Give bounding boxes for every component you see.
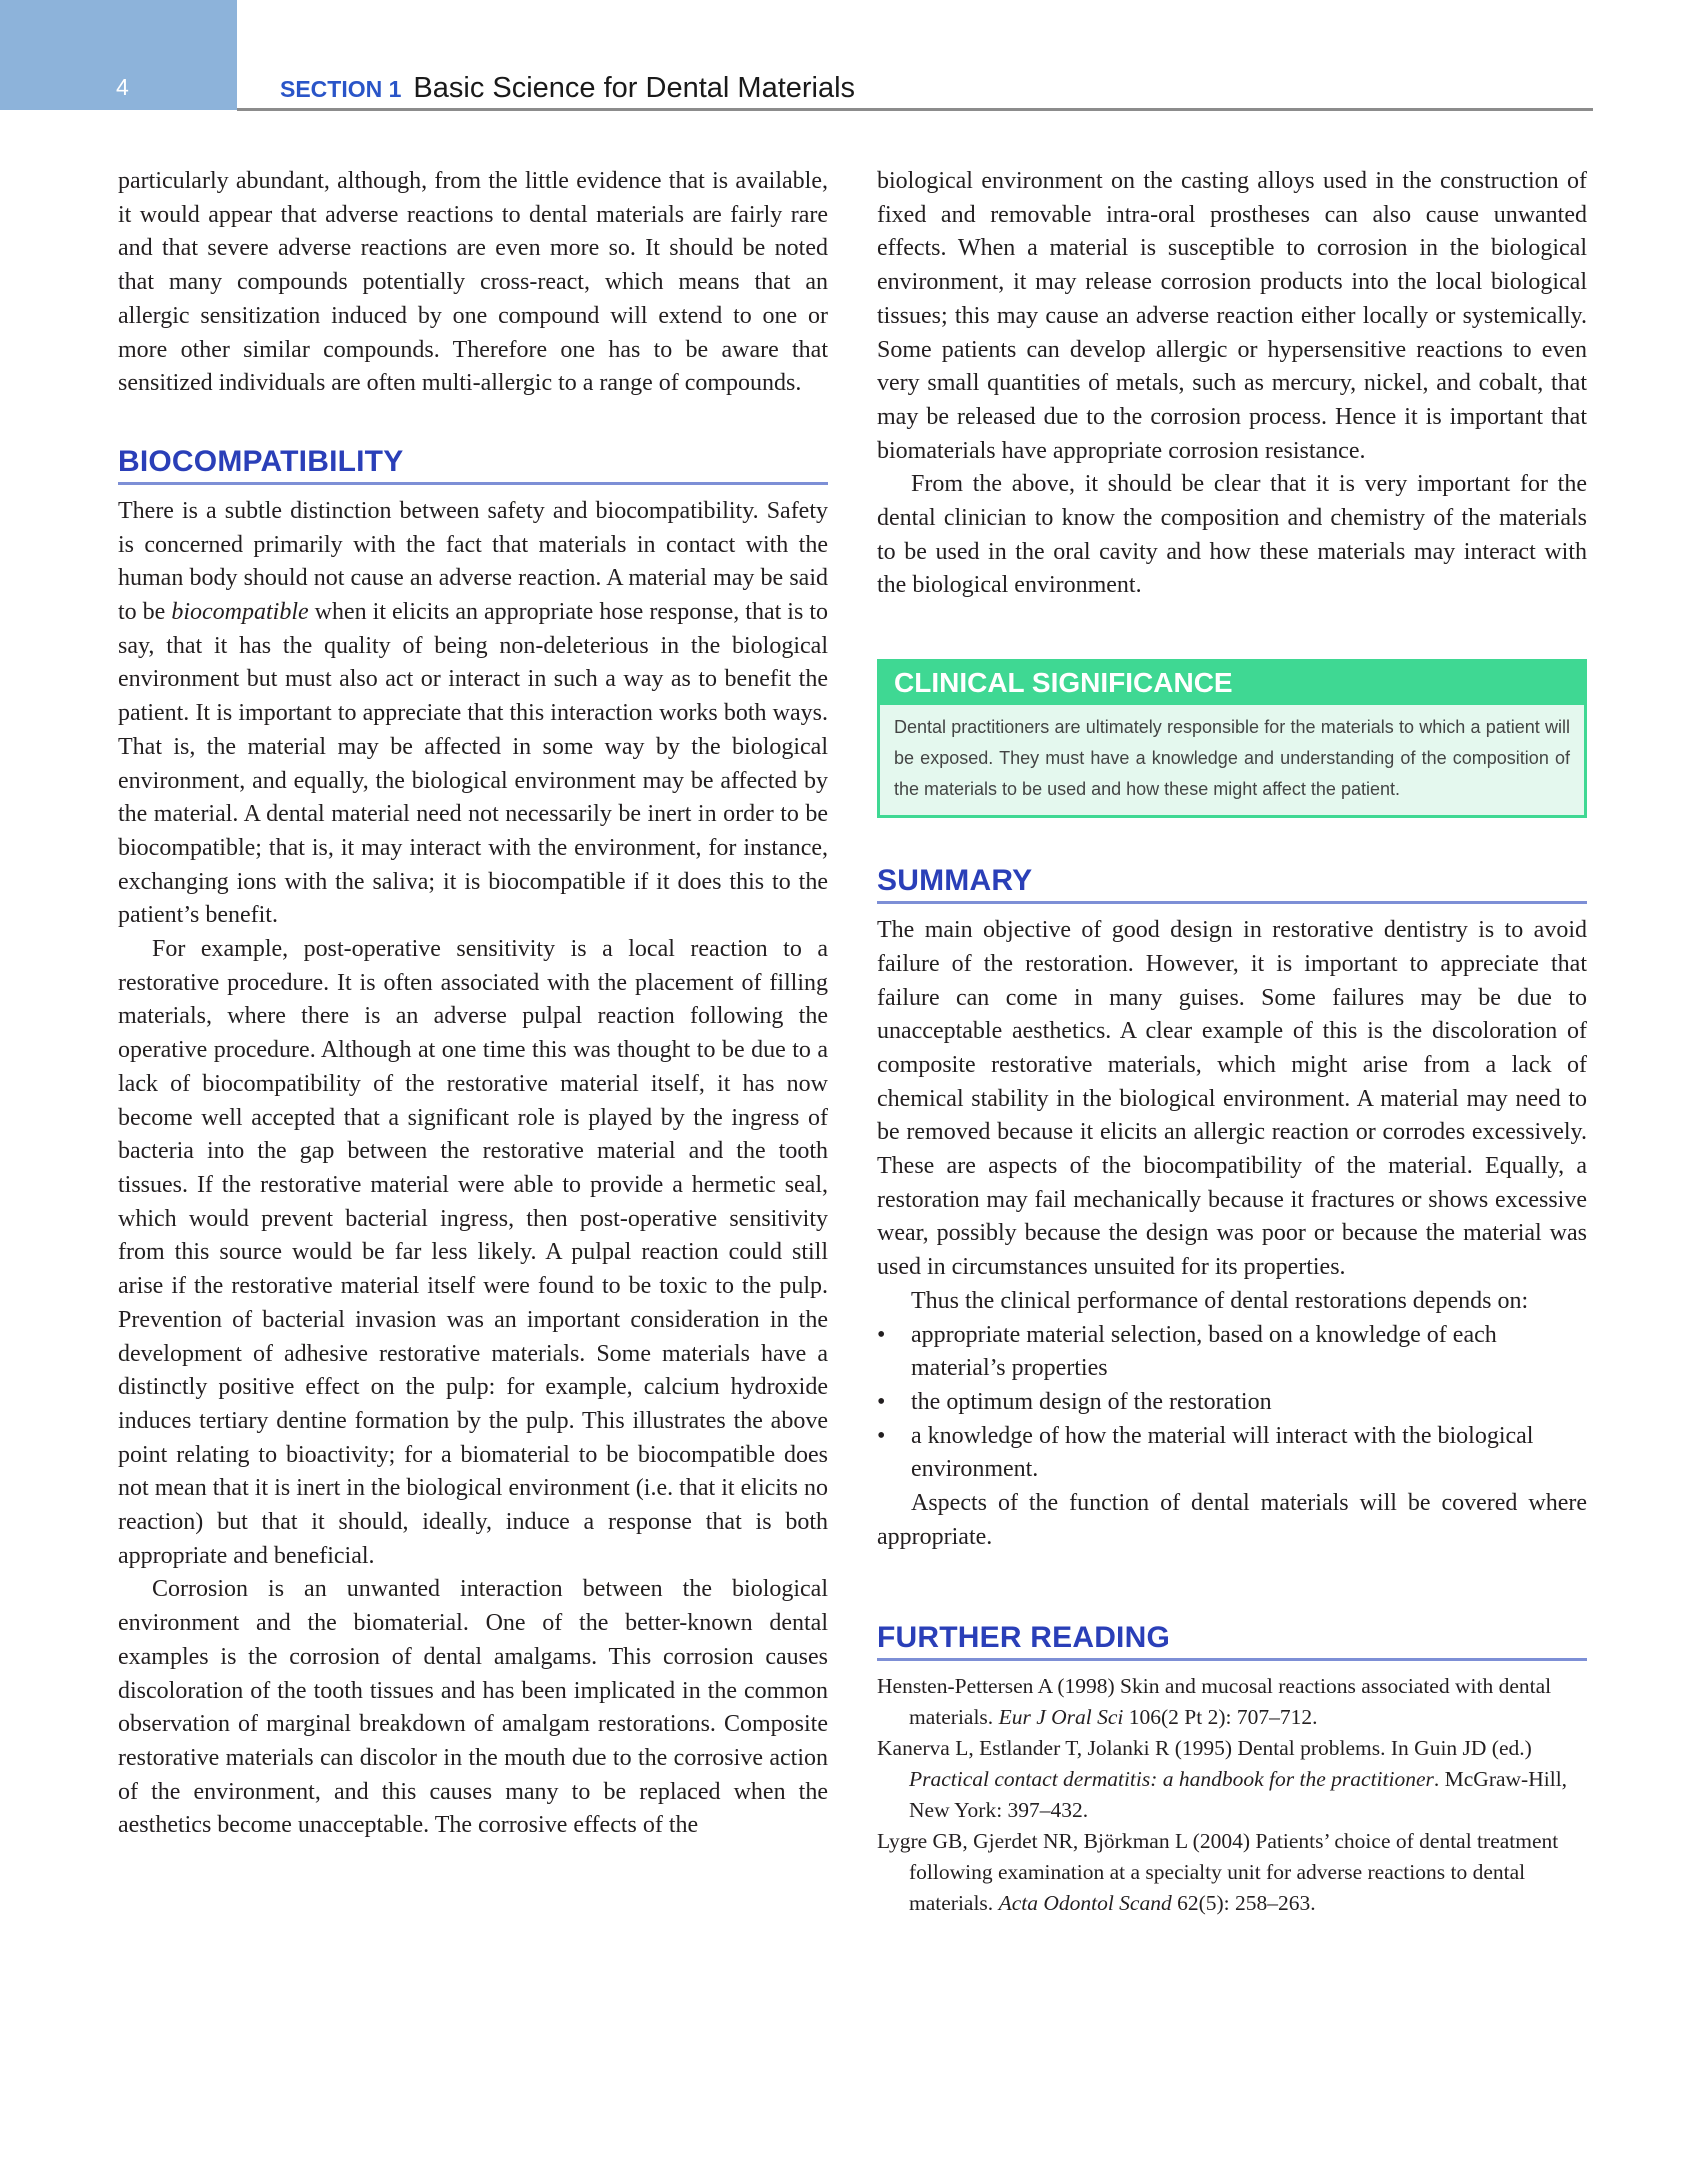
left-column bbox=[118, 165, 828, 1843]
reference-list bbox=[877, 1671, 1587, 1919]
summary-bullet-list bbox=[877, 1319, 1587, 1488]
section-label: SECTION 1 bbox=[280, 76, 402, 102]
reference-text: . McGraw-Hill, New York: 397–432. bbox=[909, 1766, 1568, 1822]
summary-heading: SUMMARY bbox=[877, 864, 1587, 904]
reference-text: Kanerva L, Estlander T, Jolanki R (1995) Dental problems. In Guin JD (ed.) bbox=[877, 1735, 1532, 1760]
section-title: Basic Science for Dental Materials bbox=[413, 72, 856, 104]
bullet-text: appropriate material selection, based on a knowledge of each material’s properties bbox=[911, 1321, 1497, 1382]
bullet-text: a knowledge of how the material will interact with the biological environment. bbox=[911, 1422, 1534, 1483]
clinical-significance-text: Dental practitioners are ultimately responsible for the materials to which a patient will be exposed. They must have a knowledge and understanding of the composition of the materials to be used and how these might affect the patient. bbox=[894, 717, 1570, 800]
journal-title: Acta Odontol Scand bbox=[998, 1890, 1172, 1915]
paragraph-text: There is a subtle distinction between safety and biocompatibility. Safety is concerned primarily with the fact that materials in contact with the human body should not cause an adverse reaction. A material may be said to be bbox=[118, 497, 828, 626]
page-number: 4 bbox=[116, 74, 129, 100]
reference-text: 62(5): 258–263. bbox=[1171, 1890, 1316, 1915]
bullet-item bbox=[877, 1386, 1587, 1420]
bullet-marker: • bbox=[877, 1388, 886, 1415]
intro-paragraph: particularly abundant, although, from the little evidence that is available, it would appear that adverse reactions to dental materials are fairly rare and that severe adverse reactions are even more so. It should be noted that many compounds potentially cross-react, which means that an allergic sensitization induced by one compound will extend to one or more other similar compounds. Therefore one has to be aware that sensitized individuals are often multi-allergic to a range of compounds. bbox=[118, 168, 828, 397]
reference-item bbox=[877, 1671, 1587, 1733]
biocompatibility-paragraph-3: Corrosion is an unwanted interaction between the biological environment and the biomaterial. One of the better-known dental examples is the corrosion of dental amalgams. This corrosion causes discoloration of the tooth tissues and has been implicated in the common observation of marginal breakdown of amalgam restorations. Composite restorative materials can discolor in the mouth due to the corrosive action of the environment, and this causes many to be replaced when the aesthetics become unacceptable. The corrosive effects of the bbox=[118, 1576, 828, 1839]
bullet-text: the optimum design of the restoration bbox=[911, 1388, 1272, 1415]
summary-paragraph-2: Thus the clinical performance of dental restorations depends on: bbox=[911, 1287, 1529, 1314]
running-head bbox=[280, 72, 855, 105]
bullet-marker: • bbox=[877, 1422, 886, 1449]
biocompatibility-heading: BIOCOMPATIBILITY bbox=[118, 445, 828, 485]
summary-paragraph-3: Aspects of the function of dental materials will be covered where appropriate. bbox=[877, 1490, 1587, 1550]
from-above-paragraph: From the above, it should be clear that it is very important for the dental clinician to know the composition and chemistry of the materials to be used in the oral cavity and how these materials may interact with the biological environment. bbox=[877, 471, 1587, 599]
reference-text: Hensten-Pettersen A (1998) Skin and mucosal reactions associated with dental materials. bbox=[877, 1673, 1552, 1729]
page-number-tab bbox=[0, 0, 237, 110]
right-column bbox=[877, 165, 1587, 1919]
summary-paragraph-1: The main objective of good design in restorative dentistry is to avoid failure of the restoration. However, it is important to appreciate that failure can come in many guises. Some failures may be due to unacceptable aesthetics. A clear example of this is the discoloration of composite restorative materials, which might arise from a lack of chemical stability in the biological environment. A material may need to be removed because it elicits an allergic reaction or corrodes excessively. These are aspects of the biocompatibility of the material. Equally, a restoration may fail mechanically because it fractures or shows excessive wear, possibly because the design was poor or because the material was used in circumstances unsuited for its properties. bbox=[877, 917, 1587, 1281]
emphasis-biocompatible: biocompatible bbox=[171, 599, 309, 626]
continued-paragraph: biological environment on the casting alloys used in the construction of fixed and removable intra-oral prostheses can also cause unwanted effects. When a material is susceptible to corrosion in the biological environment, it may release corrosion products into the local biological tissues; this may cause an adverse reaction either locally or systemically. Some patients can develop allergic or hypersensitive reactions to even very small quantities of metals, such as mercury, nickel, and cobalt, that may be released due to the corrosion process. Hence it is important that biomaterials have appropriate corrosion resistance. bbox=[877, 168, 1587, 464]
bullet-item bbox=[877, 1420, 1587, 1487]
biocompatibility-paragraph-1 bbox=[118, 495, 828, 933]
bullet-marker: • bbox=[877, 1321, 886, 1348]
reference-text: Lygre GB, Gjerdet NR, Björkman L (2004) Patients’ choice of dental treatment following examination at a specialty unit for adverse reactions to dental materials. bbox=[877, 1828, 1559, 1915]
clinical-significance-box bbox=[877, 659, 1587, 818]
biocompatibility-paragraph-2: For example, post-operative sensitivity is a local reaction to a restorative procedure. It is often associated with the placement of filling materials, where there is an adverse pulpal reaction following the operative procedure. Although at one time this was thought to be due to a lack of biocompatibility of the restorative material itself, it has now become well accepted that a significant role is played by the ingress of bacteria into the gap between the restorative material and the tooth tissues. If the restorative material were able to provide a hermetic seal, which would prevent bacterial ingress, then post-operative sensitivity from this source would be far less likely. A pulpal reaction could still arise if the restorative material itself were found to be toxic to the pulp. Prevention of bacterial invasion was an important consideration in the development of adhesive restorative materials. Some materials have a distinctly positive effect on the pulp: for example, calcium hydroxide induces tertiary dentine formation by the pulp. This illustrates the above point relating to bioactivity; for a biomaterial to be biocompatible does not mean that it is inert in the biological environment (i.e. that it elicits no reaction) but that it should, ideally, induce a response that is both appropriate and beneficial. bbox=[118, 936, 828, 1569]
reference-text: 106(2 Pt 2): 707–712. bbox=[1123, 1704, 1318, 1729]
reference-item bbox=[877, 1826, 1587, 1919]
journal-title: Eur J Oral Sci bbox=[998, 1704, 1124, 1729]
further-reading-heading: FURTHER READING bbox=[877, 1621, 1587, 1661]
book-title: Practical contact dermatitis: a handbook for the practitioner bbox=[909, 1766, 1434, 1791]
bullet-item bbox=[877, 1319, 1587, 1386]
header-rule bbox=[237, 108, 1593, 111]
reference-item bbox=[877, 1733, 1587, 1826]
paragraph-text: when it elicits an appropriate hose response, that is to say, that it has the quality of being non-deleterious in the biological environment but must also act or interact in such a way as to benefit the patient. It is important to appreciate that this interaction works both ways. That is, the material may be affected in some way by the biological environment, and equally, the biological environment may be affected by the material. A dental material need not necessarily be inert in order to be biocompatible; that is, it may interact with the environment, for instance, exchanging ions with the saliva; it is biocompatible if it does this to the patient’s benefit. bbox=[118, 599, 829, 929]
clinical-significance-title: CLINICAL SIGNIFICANCE bbox=[880, 662, 1584, 705]
